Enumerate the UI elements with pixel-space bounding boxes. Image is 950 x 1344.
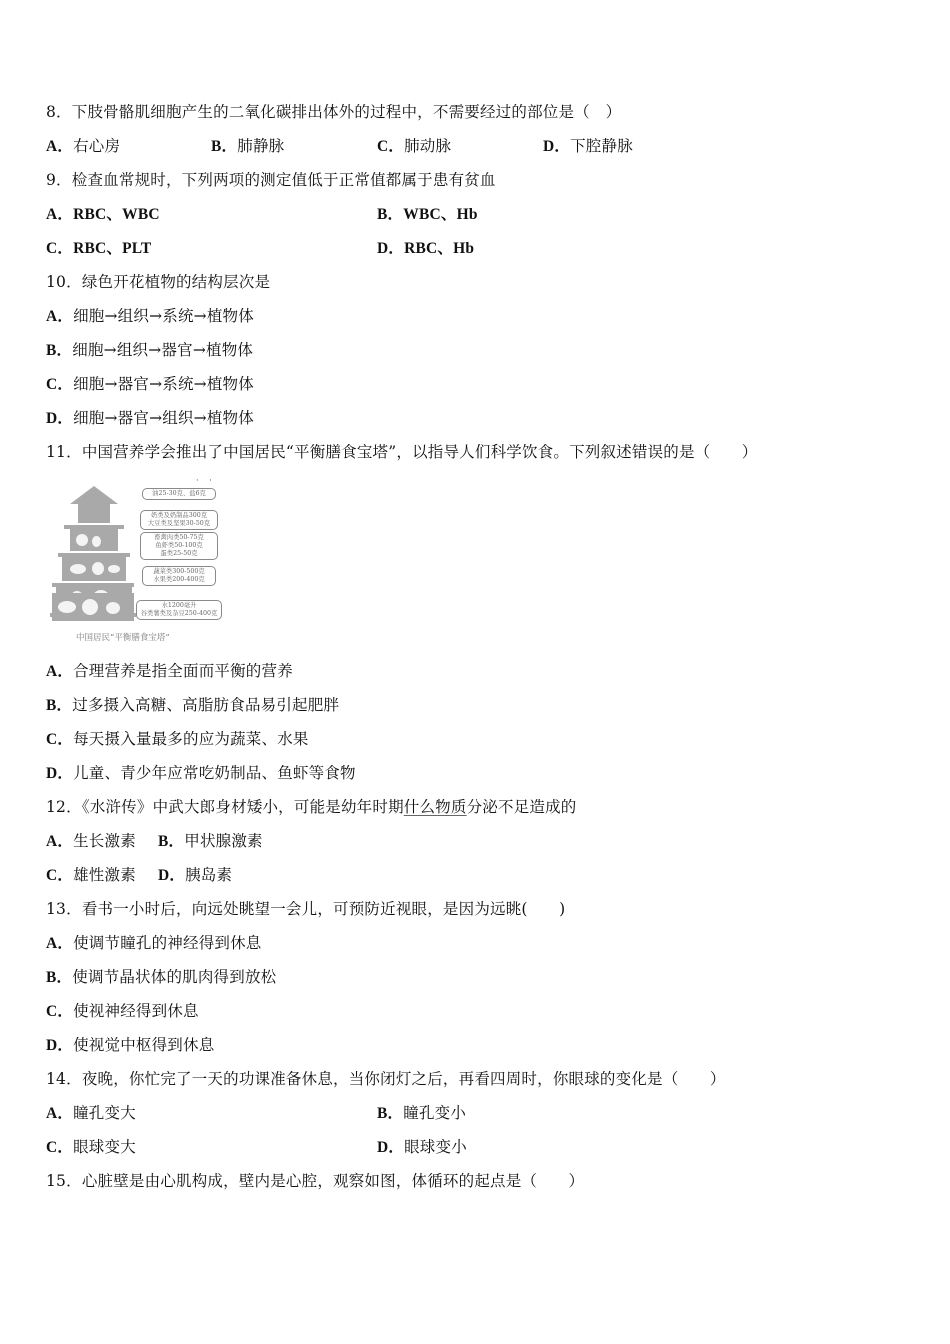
- option-letter: D．: [377, 240, 405, 257]
- option-text: 细胞→器官→组织→植物体: [73, 409, 254, 427]
- option-c[interactable]: [46, 374, 254, 395]
- option-text: 肺静脉: [237, 137, 285, 155]
- figure-caption: 中国居民“平衡膳食宝塔”: [76, 633, 170, 643]
- question-number: 11．: [46, 443, 82, 461]
- option-c[interactable]: [46, 238, 151, 259]
- option-letter: D．: [46, 410, 74, 427]
- option-letter: B．: [377, 1105, 404, 1122]
- option-letter: D．: [158, 867, 186, 884]
- option-text: RBC、Hb: [404, 240, 475, 257]
- option-letter: D．: [543, 138, 571, 155]
- option-letter: C．: [46, 376, 74, 393]
- option-b[interactable]: [158, 831, 263, 852]
- pyramid-roof-icon: [70, 486, 118, 504]
- option-d[interactable]: [377, 238, 474, 259]
- option-text: 使调节晶状体的肌肉得到放松: [72, 968, 277, 986]
- question-number: 10．: [46, 273, 82, 291]
- option-letter: B．: [377, 206, 404, 223]
- question-number: 14．: [46, 1070, 82, 1088]
- pyramid-label-line: 大豆类及坚果30-50克: [147, 520, 211, 527]
- option-text: 眼球变小: [404, 1138, 467, 1156]
- option-text: 下腔静脉: [570, 137, 633, 155]
- option-d[interactable]: [46, 763, 356, 784]
- pyramid-label-line: 水果类200-400克: [153, 576, 205, 583]
- option-letter: C．: [46, 1139, 74, 1156]
- option-b[interactable]: [46, 695, 339, 716]
- option-text: 右心房: [73, 137, 121, 155]
- option-text: 甲状腺激素: [184, 832, 263, 850]
- pyramid-layer-oil-salt-icon: [78, 503, 110, 523]
- option-text: 过多摄入高糖、高脂肪食品易引起肥胖: [72, 696, 340, 714]
- option-letter: C．: [46, 867, 74, 884]
- option-letter: D．: [46, 765, 74, 782]
- option-c[interactable]: [46, 1137, 136, 1158]
- option-d[interactable]: [377, 1137, 467, 1158]
- question-12-stem: [46, 797, 577, 817]
- option-letter: B．: [158, 833, 185, 850]
- pyramid-label-vegetable-fruit: [142, 566, 216, 586]
- option-text: 瞳孔变大: [73, 1104, 136, 1122]
- question-10-stem: [46, 272, 270, 292]
- option-a[interactable]: [46, 1103, 136, 1124]
- option-b[interactable]: [211, 136, 284, 157]
- option-letter: A．: [46, 663, 74, 680]
- question-text-underlined: 什么物质: [403, 798, 467, 816]
- option-letter: C．: [377, 138, 405, 155]
- pyramid-label-line: 鱼虾类50-100克: [155, 542, 203, 549]
- pyramid-label-meat-fish-egg: [140, 532, 218, 560]
- question-text: 夜晚，你忙完了一天的功课准备休息，当你闭灯之后，再看四周时，你眼球的变化是（ ）: [81, 1070, 726, 1088]
- question-text: 检查血常规时，下列两项的测定值低于正常值都属于患有贫血: [71, 171, 496, 189]
- pyramid-label-line: 畜禽肉类50-75克: [154, 534, 204, 541]
- option-text: 使视觉中枢得到休息: [73, 1036, 215, 1054]
- pyramid-layer-grain-icon: [52, 593, 134, 621]
- pyramid-label-dairy-soy: [140, 510, 218, 530]
- question-text: 分泌不足造成的: [466, 798, 577, 816]
- option-text: 眼球变大: [73, 1138, 136, 1156]
- option-text: 每天摄入量最多的应为蔬菜、水果: [73, 730, 309, 748]
- option-letter: C．: [46, 731, 74, 748]
- option-b[interactable]: [377, 204, 478, 225]
- pyramid-label-line: 水1200毫升: [161, 602, 197, 609]
- option-text: 儿童、青少年应常吃奶制品、鱼虾等食物: [73, 764, 356, 782]
- option-text: WBC、Hb: [403, 206, 478, 223]
- option-b[interactable]: [46, 340, 253, 361]
- pyramid-label-line: 谷类薯类及杂豆250-400克: [140, 610, 218, 617]
- pyramid-label-line: 奶类及奶制品300克: [150, 512, 208, 519]
- option-text: 瞳孔变小: [403, 1104, 467, 1122]
- option-letter: A．: [46, 1105, 74, 1122]
- option-text: 细胞→器官→系统→植物体: [73, 375, 254, 393]
- option-letter: A．: [46, 833, 74, 850]
- option-a[interactable]: [46, 136, 120, 157]
- option-letter: A．: [46, 138, 74, 155]
- option-c[interactable]: [46, 1001, 199, 1022]
- question-text: 看书一小时后，向远处眺望一会儿，可预防近视眼，是因为远眺( ): [81, 900, 566, 918]
- question-13-stem: [46, 899, 565, 919]
- option-a[interactable]: [46, 204, 160, 225]
- question-number: 9．: [46, 171, 72, 189]
- option-d[interactable]: [46, 1035, 214, 1056]
- option-letter: C．: [46, 1003, 74, 1020]
- option-c[interactable]: [377, 136, 451, 157]
- option-letter: B．: [46, 342, 73, 359]
- option-c[interactable]: [46, 729, 309, 750]
- question-14-stem: [46, 1069, 726, 1089]
- question-number: 12．: [46, 798, 82, 816]
- option-letter: B．: [46, 969, 73, 986]
- question-11-stem: [46, 442, 757, 462]
- option-text: RBC、PLT: [73, 240, 152, 257]
- option-a[interactable]: [46, 306, 254, 327]
- question-number: 13．: [46, 900, 82, 918]
- option-text: RBC、WBC: [73, 206, 160, 223]
- question-8-stem: [46, 102, 621, 122]
- pyramid-label-line: 油25-30克、盐6克: [152, 490, 206, 497]
- question-number: 8．: [46, 103, 72, 121]
- option-letter: A．: [46, 308, 74, 325]
- question-text: 心脏壁是由心肌构成，壁内是心腔，观察如图，体循环的起点是（ ）: [81, 1172, 585, 1190]
- option-a[interactable]: [46, 661, 293, 682]
- option-letter: A．: [46, 935, 74, 952]
- question-text: 《水浒传》中武大郎身材矮小，可能是幼年时期: [81, 798, 404, 816]
- pyramid-layer-meat-icon: [62, 557, 126, 581]
- question-text: 中国营养学会推出了中国居民“平衡膳食宝塔”，以指导人们科学饮食。下列叙述错误的是（ ）: [81, 443, 758, 461]
- option-letter: D．: [46, 1037, 74, 1054]
- question-text: 下肢骨骼肌细胞产生的二氧化碳排出体外的过程中，不需要经过的部位是（ ）: [71, 103, 622, 121]
- pyramid-label-water-grain: [136, 600, 222, 620]
- option-text: 细胞→组织→系统→植物体: [73, 307, 254, 325]
- option-a[interactable]: [46, 831, 136, 852]
- option-letter: D．: [377, 1139, 405, 1156]
- option-letter: B．: [211, 138, 238, 155]
- option-c[interactable]: [46, 865, 136, 886]
- question-15-stem: [46, 1171, 584, 1191]
- option-d[interactable]: [46, 408, 254, 429]
- option-b[interactable]: [377, 1103, 466, 1124]
- option-b[interactable]: [46, 967, 276, 988]
- option-text: 胰岛素: [185, 866, 233, 884]
- option-letter: B．: [46, 697, 73, 714]
- option-letter: A．: [46, 206, 74, 223]
- option-d[interactable]: [158, 865, 232, 886]
- option-text: 肺动脉: [404, 137, 452, 155]
- emphasis-dots: · ·: [196, 476, 216, 485]
- question-text: 绿色开花植物的结构层次是: [81, 273, 271, 291]
- question-9-stem: [46, 170, 496, 190]
- option-text: 合理营养是指全面而平衡的营养: [73, 662, 293, 680]
- option-text: 细胞→组织→器官→植物体: [72, 341, 254, 359]
- balanced-diet-pyramid-figure: [50, 476, 222, 648]
- option-text: 使视神经得到休息: [73, 1002, 199, 1020]
- option-a[interactable]: [46, 933, 262, 954]
- pyramid-layer-dairy-icon: [70, 529, 118, 551]
- option-text: 生长激素: [73, 832, 136, 850]
- option-text: 使调节瞳孔的神经得到休息: [73, 934, 262, 952]
- pyramid-label-line: 蔬菜类300-500克: [153, 568, 205, 575]
- option-letter: C．: [46, 240, 74, 257]
- question-number: 15．: [46, 1172, 82, 1190]
- option-text: 雄性激素: [73, 866, 136, 884]
- pyramid-label-oil-salt: [142, 488, 216, 500]
- pyramid-label-line: 蛋类25-50克: [160, 550, 198, 557]
- option-d[interactable]: [543, 136, 633, 157]
